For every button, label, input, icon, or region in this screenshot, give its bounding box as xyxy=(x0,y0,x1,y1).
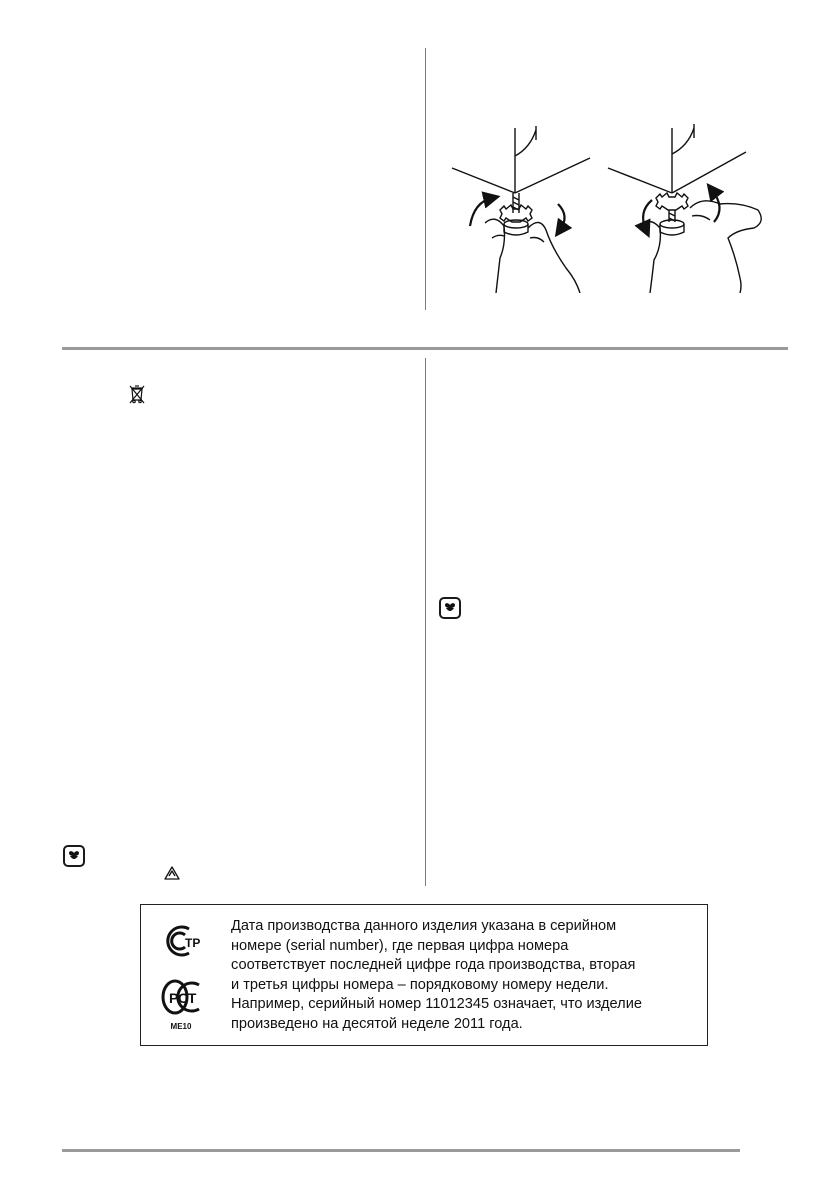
rotate-arrow-left-icon xyxy=(470,198,492,226)
eac-certification-mark-icon xyxy=(163,923,205,959)
rotate-arrow-right-icon xyxy=(558,204,565,230)
column-divider-middle xyxy=(425,358,426,886)
footer-rule xyxy=(62,1149,740,1152)
text-line: Например, серийный номер 11012345 означает, что изделие xyxy=(231,996,642,1013)
rotate-arrow-left2-icon xyxy=(643,200,652,230)
section-rule xyxy=(62,347,788,350)
text-line: произведено на десятой неделе 2011 года. xyxy=(231,1015,523,1032)
text-line: Дата производства данного изделия указана в серийном xyxy=(231,918,617,934)
cert-code: ME10 xyxy=(170,1022,192,1031)
certification-info-box xyxy=(140,904,708,1046)
adjustable-foot-left-icon xyxy=(452,126,590,293)
eac-letters: ТР xyxy=(185,936,201,950)
environment-flower-icon xyxy=(63,845,85,867)
rst-certification-mark-icon xyxy=(161,977,207,1017)
adjustable-foot-right-icon xyxy=(608,124,761,293)
rst-letters: РСТ xyxy=(169,990,197,1006)
column-divider-top xyxy=(425,48,426,310)
recycle-triangle-icon xyxy=(163,866,181,883)
crossed-out-wheeled-bin-icon xyxy=(128,384,146,404)
leveling-feet-illustration xyxy=(440,118,780,293)
rotate-arrow-right2-icon xyxy=(712,190,720,222)
text-line: номере (serial number), где первая цифра номера xyxy=(231,937,569,954)
environment-flower-icon xyxy=(439,597,461,619)
serial-number-explanation xyxy=(231,917,701,1035)
text-line: соответствует последней цифре года производства, вторая xyxy=(231,957,636,974)
text-line: и третья цифры номера – порядковому номеру недели. xyxy=(231,976,609,993)
